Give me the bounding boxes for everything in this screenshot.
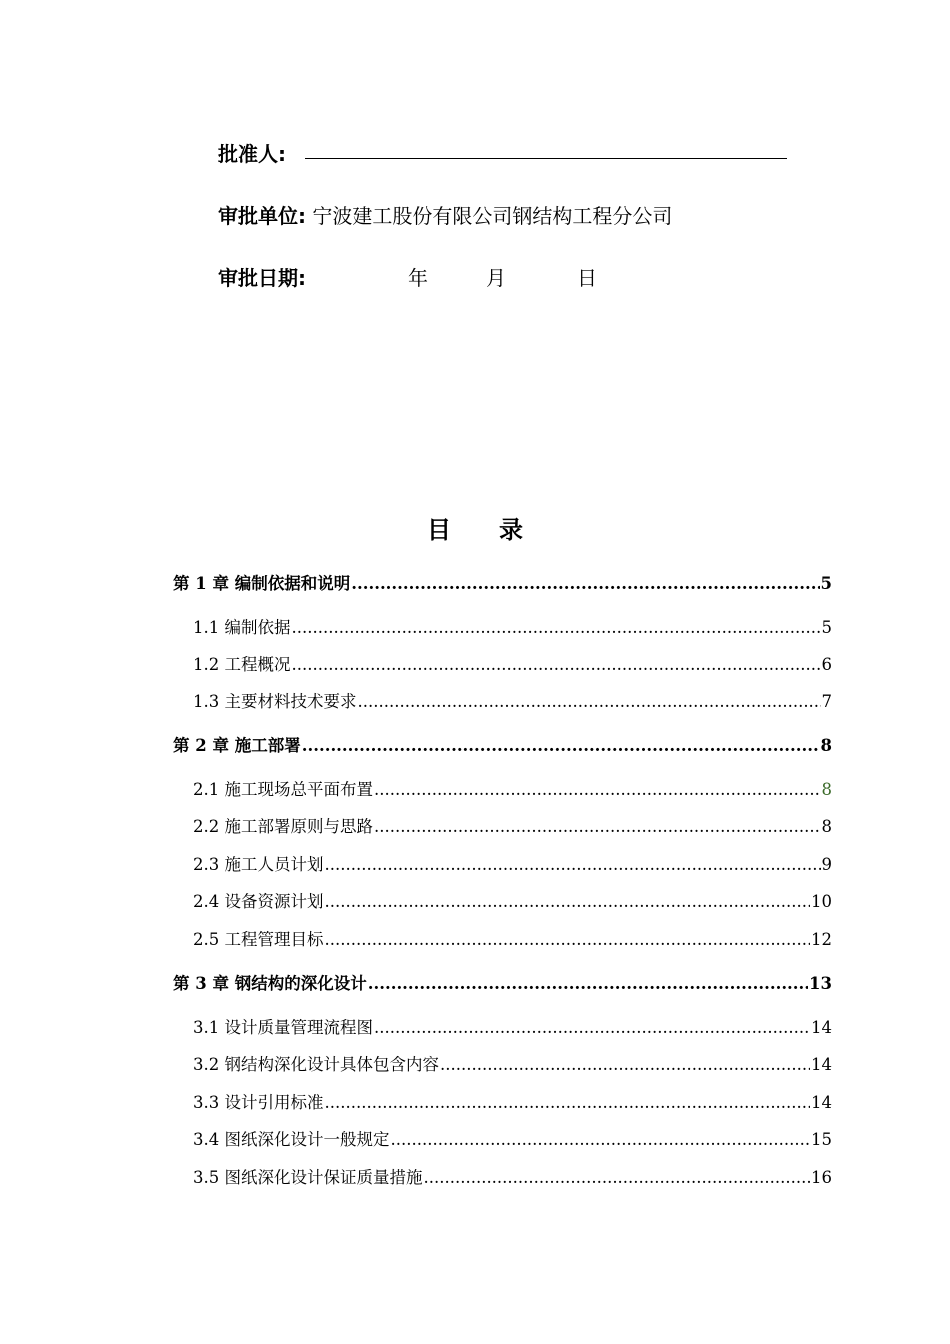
toc-leader	[325, 892, 811, 911]
toc-entry-title: 2.4 设备资源计划	[193, 892, 324, 911]
toc-entry-page: 9	[821, 855, 832, 874]
toc-leader	[374, 1018, 810, 1037]
toc-entry-title: 1.1 编制依据	[193, 618, 291, 637]
toc-entry-page: 5	[820, 574, 832, 593]
toc-entry-title: 第 3 章 钢结构的深化设计	[173, 974, 367, 993]
toc-entry-page: 13	[809, 974, 832, 993]
date-year: 年	[408, 266, 428, 290]
toc-entry-title: 2.3 施工人员计划	[193, 855, 324, 874]
toc-entry-title: 3.3 设计引用标准	[193, 1093, 324, 1112]
toc-leader	[374, 780, 821, 799]
toc-entry-title: 3.5 图纸深化设计保证质量措施	[193, 1168, 423, 1187]
toc-leader	[302, 736, 820, 755]
toc-entry-title: 2.5 工程管理目标	[193, 930, 324, 949]
approval-date-label: 审批日期:	[218, 266, 306, 290]
toc-entry-title: 第 2 章 施工部署	[173, 736, 301, 755]
date-month: 月	[486, 266, 506, 290]
approval-unit-row	[218, 200, 672, 229]
toc-entry-3-1[interactable]	[193, 1014, 832, 1038]
toc-entry-2-1[interactable]	[193, 776, 832, 800]
approver-label: 批准人:	[218, 142, 286, 166]
approval-unit-label: 审批单位:	[218, 204, 306, 228]
toc-entry-page: 10	[811, 892, 832, 911]
toc-entry-3-2[interactable]	[193, 1051, 832, 1075]
toc-entry-2-4[interactable]	[193, 888, 832, 912]
toc-title: 目录	[427, 516, 571, 544]
toc-entry-page: 6	[821, 655, 832, 674]
toc-entry-page: 8	[820, 736, 832, 755]
toc-entry-title: 3.4 图纸深化设计一般规定	[193, 1130, 390, 1149]
toc-entry-title: 2.2 施工部署原则与思路	[193, 817, 373, 836]
toc-entry-page: 14	[811, 1093, 832, 1112]
toc-entry-1-2[interactable]	[193, 651, 832, 675]
toc-entry-3-4[interactable]	[193, 1126, 832, 1150]
toc-leader	[325, 1093, 811, 1112]
approver-row	[218, 138, 286, 167]
toc-entry-1-3[interactable]	[193, 688, 832, 712]
toc-leader	[325, 855, 821, 874]
toc-leader	[358, 692, 821, 711]
toc-entry-page: 14	[811, 1018, 832, 1037]
toc-entry-title: 1.2 工程概况	[193, 655, 291, 674]
toc-entry-1-1[interactable]	[193, 614, 832, 638]
toc-entry-page: 15	[811, 1130, 832, 1149]
toc-entry-title: 3.1 设计质量管理流程图	[193, 1018, 373, 1037]
toc-leader	[440, 1055, 810, 1074]
toc-entry-title: 2.1 施工现场总平面布置	[193, 780, 373, 799]
toc-entry-page: 14	[811, 1055, 832, 1074]
toc-entry-page: 8	[821, 817, 832, 836]
toc-entry-chapter-2[interactable]	[173, 732, 832, 756]
approval-date-row	[218, 262, 306, 291]
toc-entry-page: 7	[821, 692, 832, 711]
toc-entry-title: 3.2 钢结构深化设计具体包含内容	[193, 1055, 439, 1074]
approver-signature-line	[305, 158, 787, 159]
toc-leader	[424, 1168, 811, 1187]
toc-entry-3-3[interactable]	[193, 1089, 832, 1113]
toc-leader	[292, 618, 821, 637]
toc-leader	[391, 1130, 811, 1149]
date-day: 日	[577, 266, 597, 290]
toc-entry-page: 12	[811, 930, 832, 949]
toc-entry-title: 1.3 主要材料技术要求	[193, 692, 357, 711]
toc-entry-page: 8	[821, 780, 832, 799]
toc-entry-title: 第 1 章 编制依据和说明	[173, 574, 351, 593]
toc-entry-3-5[interactable]	[193, 1164, 832, 1188]
toc-leader	[325, 930, 811, 949]
approval-unit-value: 宁波建工股份有限公司钢结构工程分公司	[312, 204, 673, 228]
toc-leader	[374, 817, 821, 836]
toc-entry-2-3[interactable]	[193, 851, 832, 875]
toc-entry-chapter-3[interactable]	[173, 970, 832, 994]
toc-entry-2-2[interactable]	[193, 813, 832, 837]
toc-leader	[292, 655, 821, 674]
toc-entry-chapter-1[interactable]	[173, 570, 832, 594]
toc-leader	[368, 974, 808, 993]
toc-entry-page: 16	[811, 1168, 832, 1187]
toc-leader	[351, 574, 819, 593]
toc-entry-page: 5	[821, 618, 832, 637]
toc-entry-2-5[interactable]	[193, 926, 832, 950]
